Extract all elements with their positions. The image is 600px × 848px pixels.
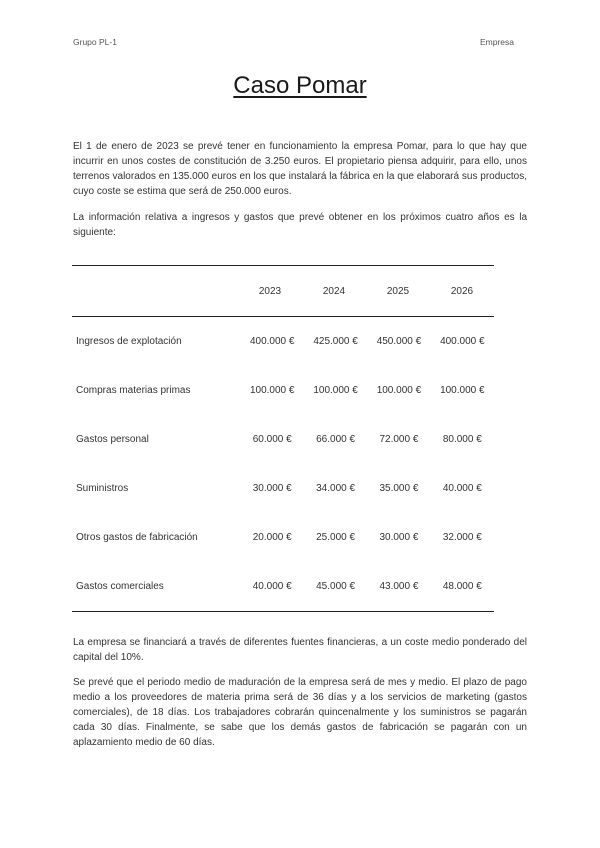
table-cell: 48.000 € — [442, 581, 482, 592]
table-cell: 400.000 € — [440, 336, 485, 347]
table-cell: 35.000 € — [379, 483, 419, 494]
table-bottom-rule — [72, 611, 494, 612]
year-header: 2023 — [258, 285, 282, 297]
year-header: 2026 — [450, 285, 474, 297]
table-cell: 425.000 € — [313, 336, 358, 347]
table-cell: 100.000 € — [376, 385, 422, 396]
row-label: Otros gastos de fabricación — [76, 532, 198, 543]
header-blank-cell — [72, 266, 238, 316]
table-cell: 40.000 € — [442, 483, 482, 494]
table-cell: 45.000 € — [316, 581, 356, 592]
table-cell: 72.000 € — [379, 434, 419, 445]
table-row — [72, 464, 494, 513]
table-row — [72, 317, 494, 366]
table-cell: 100.000 € — [249, 385, 295, 396]
table-cell: 66.000 € — [316, 434, 356, 445]
maturation-paragraph: Se prevé que el periodo medio de maduración de la empresa será de mes y medio. El plazo de pago medio a los proveedores de materia prima será de 36 días y a los servicios de marketing (gastos comerciales), de 18 días. Los trabajadores cobrarán quincenalmente y los suministros se pagarán cada 30 días. Finalmente, se sabe que los demás gastos de fabricación se pagarán con un aplazamiento medio de 60 días. — [73, 677, 527, 748]
table-cell: 450.000 € — [376, 336, 422, 347]
table-row — [72, 366, 494, 415]
table-cell: 43.000 € — [379, 581, 419, 592]
table-cell: 400.000 € — [249, 336, 295, 347]
table-cell: 80.000 € — [442, 434, 482, 445]
row-label: Suministros — [76, 483, 129, 494]
row-label: Compras materias primas — [76, 385, 191, 396]
table-cell: 100.000 € — [440, 385, 485, 396]
table-row — [72, 562, 494, 611]
row-label: Gastos comerciales — [76, 581, 164, 592]
table-row — [72, 513, 494, 562]
financing-paragraph: La empresa se financiará a través de diferentes fuentes financieras, a un coste medio ponderado del capital del 10%. — [73, 637, 527, 663]
header-group: Grupo PL-1 — [73, 37, 117, 47]
table-cell: 32.000 € — [442, 532, 482, 543]
table-cell: 25.000 € — [316, 532, 356, 543]
table-intro-paragraph: La información relativa a ingresos y gastos que prevé obtener en los próximos cuatro años es la siguiente: — [73, 212, 527, 238]
income-expense-table — [72, 265, 494, 612]
table-cell: 30.000 € — [379, 532, 419, 543]
table-header-row — [72, 266, 494, 316]
table-row — [72, 415, 494, 464]
table-cell: 100.000 € — [313, 385, 358, 396]
table-cell: 40.000 € — [252, 581, 292, 592]
table-cell: 20.000 € — [252, 532, 292, 543]
row-label: Ingresos de explotación — [76, 336, 182, 347]
header-subject: Empresa — [479, 37, 514, 47]
table-cell: 34.000 € — [316, 483, 356, 494]
year-header: 2025 — [386, 285, 410, 297]
table-cell: 60.000 € — [252, 434, 292, 445]
page-title: Caso Pomar — [233, 72, 367, 99]
year-header: 2024 — [322, 285, 346, 297]
row-label: Gastos personal — [76, 434, 149, 445]
table-cell: 30.000 € — [252, 483, 292, 494]
intro-paragraph: El 1 de enero de 2023 se prevé tener en funcionamiento la empresa Pomar, para lo que hay que incurrir en unos costes de constitución de 3.250 euros. El propietario piensa adquirir, para ello, unos terrenos valorados en 135.000 euros en los que instalará la fábrica en la que elaborará sus productos, cuyo coste se estima que será de 250.000 euros. — [73, 141, 527, 197]
